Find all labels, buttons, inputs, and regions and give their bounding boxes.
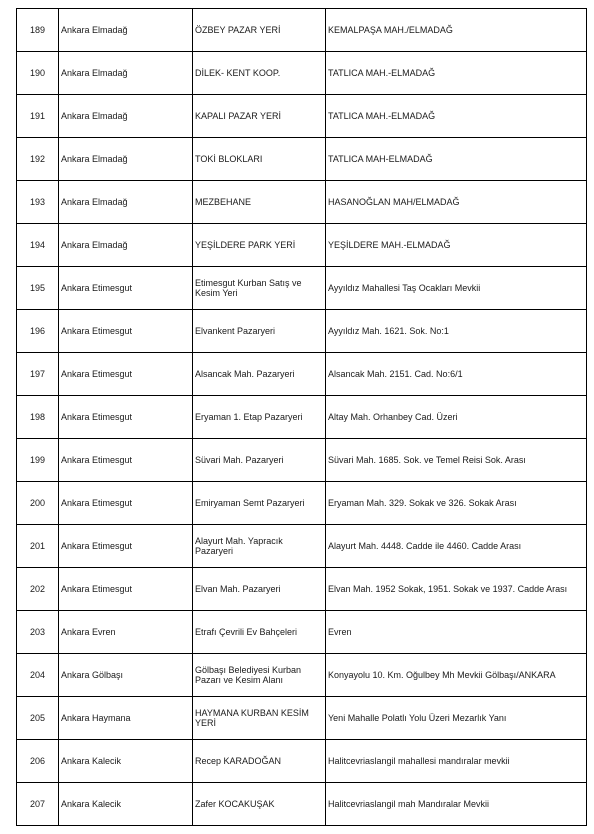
place-name-cell: Elvan Mah. Pazaryeri xyxy=(193,568,326,611)
table-row xyxy=(17,740,587,783)
row-number: 202 xyxy=(17,568,59,611)
place-name-cell: Eryaman 1. Etap Pazaryeri xyxy=(193,396,326,439)
place-name-cell: ÖZBEY PAZAR YERİ xyxy=(193,9,326,52)
row-number: 201 xyxy=(17,525,59,568)
table-row xyxy=(17,654,587,697)
district-cell: Ankara Kalecik xyxy=(59,740,193,783)
row-number: 193 xyxy=(17,181,59,224)
row-number: 194 xyxy=(17,224,59,267)
table-row xyxy=(17,783,587,826)
place-name-cell: YEŞİLDERE PARK YERİ xyxy=(193,224,326,267)
district-cell: Ankara Etimesgut xyxy=(59,568,193,611)
row-number: 196 xyxy=(17,310,59,353)
district-cell: Ankara Elmadağ xyxy=(59,181,193,224)
table-row xyxy=(17,482,587,525)
place-name-cell: Alsancak Mah. Pazaryeri xyxy=(193,353,326,396)
place-name-cell: DİLEK- KENT KOOP. xyxy=(193,52,326,95)
district-cell: Ankara Etimesgut xyxy=(59,439,193,482)
district-cell: Ankara Etimesgut xyxy=(59,267,193,310)
address-cell: KEMALPAŞA MAH./ELMADAĞ xyxy=(326,9,587,52)
address-cell: Halitcevriaslangil mahallesi mandıralar mevkii xyxy=(326,740,587,783)
table-row xyxy=(17,353,587,396)
row-number: 206 xyxy=(17,740,59,783)
row-number: 204 xyxy=(17,654,59,697)
address-cell: Evren xyxy=(326,611,587,654)
table-row xyxy=(17,611,587,654)
address-cell: Altay Mah. Orhanbey Cad. Üzeri xyxy=(326,396,587,439)
place-name-cell: TOKİ BLOKLARI xyxy=(193,138,326,181)
place-name-cell: Alayurt Mah. Yapracık Pazaryeri xyxy=(193,525,326,568)
address-cell: Ayyıldız Mah. 1621. Sok. No:1 xyxy=(326,310,587,353)
place-name-cell: Etrafı Çevrili Ev Bahçeleri xyxy=(193,611,326,654)
row-number: 190 xyxy=(17,52,59,95)
row-number: 207 xyxy=(17,783,59,826)
address-cell: HASANOĞLAN MAH/ELMADAĞ xyxy=(326,181,587,224)
place-name-cell: HAYMANA KURBAN KESİM YERİ xyxy=(193,697,326,740)
row-number: 189 xyxy=(17,9,59,52)
place-name-cell: Etimesgut Kurban Satış ve Kesim Yeri xyxy=(193,267,326,310)
district-cell: Ankara Etimesgut xyxy=(59,310,193,353)
row-number: 192 xyxy=(17,138,59,181)
district-cell: Ankara Gölbaşı xyxy=(59,654,193,697)
address-cell: TATLICA MAH.-ELMADAĞ xyxy=(326,95,587,138)
row-number: 197 xyxy=(17,353,59,396)
table-row xyxy=(17,697,587,740)
table-row xyxy=(17,439,587,482)
place-name-cell: Zafer KOCAKUŞAK xyxy=(193,783,326,826)
table-row xyxy=(17,310,587,353)
table-row xyxy=(17,9,587,52)
district-cell: Ankara Haymana xyxy=(59,697,193,740)
table-row xyxy=(17,181,587,224)
address-cell: TATLICA MAH.-ELMADAĞ xyxy=(326,52,587,95)
address-cell: Alayurt Mah. 4448. Cadde ile 4460. Cadde Arası xyxy=(326,525,587,568)
address-cell: YEŞİLDERE MAH.-ELMADAĞ xyxy=(326,224,587,267)
address-cell: Halitcevriaslangil mah Mandıralar Mevkii xyxy=(326,783,587,826)
district-cell: Ankara Elmadağ xyxy=(59,224,193,267)
district-cell: Ankara Etimesgut xyxy=(59,482,193,525)
district-cell: Ankara Elmadağ xyxy=(59,138,193,181)
address-cell: Süvari Mah. 1685. Sok. ve Temel Reisi Sok. Arası xyxy=(326,439,587,482)
district-cell: Ankara Etimesgut xyxy=(59,353,193,396)
place-name-cell: Süvari Mah. Pazaryeri xyxy=(193,439,326,482)
sacrifice-sites-table xyxy=(16,8,587,826)
table-row xyxy=(17,52,587,95)
table-row xyxy=(17,525,587,568)
address-cell: Elvan Mah. 1952 Sokak, 1951. Sokak ve 1937. Cadde Arası xyxy=(326,568,587,611)
district-cell: Ankara Evren xyxy=(59,611,193,654)
table-row xyxy=(17,224,587,267)
address-cell: Konyayolu 10. Km. Oğulbey Mh Mevkii Gölbaşı/ANKARA xyxy=(326,654,587,697)
row-number: 195 xyxy=(17,267,59,310)
place-name-cell: KAPALI PAZAR YERİ xyxy=(193,95,326,138)
table-row xyxy=(17,267,587,310)
address-cell: Eryaman Mah. 329. Sokak ve 326. Sokak Arası xyxy=(326,482,587,525)
district-cell: Ankara Elmadağ xyxy=(59,52,193,95)
row-number: 199 xyxy=(17,439,59,482)
row-number: 203 xyxy=(17,611,59,654)
district-cell: Ankara Etimesgut xyxy=(59,396,193,439)
place-name-cell: Elvankent Pazaryeri xyxy=(193,310,326,353)
place-name-cell: Gölbaşı Belediyesi Kurban Pazarı ve Kesim Alanı xyxy=(193,654,326,697)
table-body xyxy=(17,9,587,826)
address-cell: Ayyıldız Mahallesi Taş Ocakları Mevkii xyxy=(326,267,587,310)
place-name-cell: MEZBEHANE xyxy=(193,181,326,224)
address-cell: TATLICA MAH-ELMADAĞ xyxy=(326,138,587,181)
row-number: 198 xyxy=(17,396,59,439)
table-row xyxy=(17,396,587,439)
row-number: 205 xyxy=(17,697,59,740)
district-cell: Ankara Kalecik xyxy=(59,783,193,826)
table-row xyxy=(17,568,587,611)
address-cell: Alsancak Mah. 2151. Cad. No:6/1 xyxy=(326,353,587,396)
table-row xyxy=(17,138,587,181)
address-cell: Yeni Mahalle Polatlı Yolu Üzeri Mezarlık Yanı xyxy=(326,697,587,740)
table-row xyxy=(17,95,587,138)
row-number: 200 xyxy=(17,482,59,525)
place-name-cell: Recep KARADOĞAN xyxy=(193,740,326,783)
district-cell: Ankara Etimesgut xyxy=(59,525,193,568)
place-name-cell: Emiryaman Semt Pazaryeri xyxy=(193,482,326,525)
district-cell: Ankara Elmadağ xyxy=(59,9,193,52)
district-cell: Ankara Elmadağ xyxy=(59,95,193,138)
row-number: 191 xyxy=(17,95,59,138)
